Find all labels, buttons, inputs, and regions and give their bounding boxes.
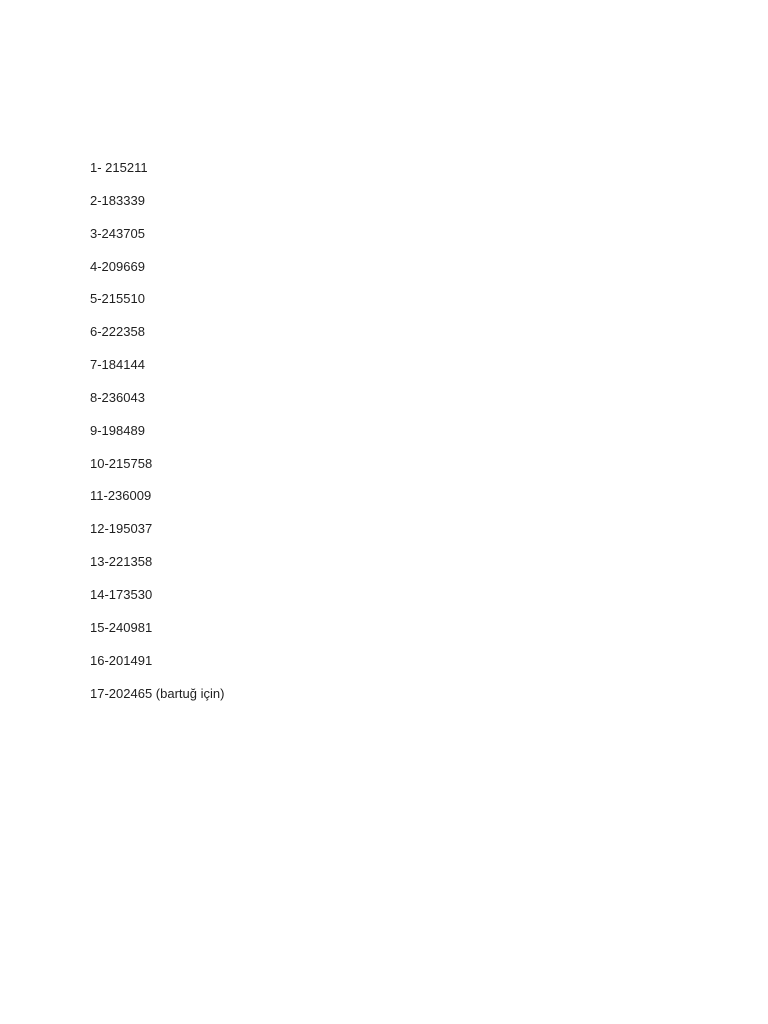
list-item: 12-195037: [90, 521, 153, 537]
list-item: 1- 215211: [90, 160, 148, 175]
list-item: 10-215758: [90, 455, 153, 471]
list-item: 6-222358: [90, 324, 145, 340]
list-item: 11-236009: [90, 488, 152, 504]
list-item: 3-243705: [90, 225, 145, 241]
list-item: 15-240981: [90, 619, 153, 635]
list-item: 14-173530: [90, 586, 153, 602]
list-item: 8-236043: [90, 389, 145, 405]
list-item: 7-184144: [90, 357, 145, 373]
list-item: 17-202465 (bartuğ için): [90, 685, 225, 701]
list-item: 13-221358: [90, 554, 153, 570]
list-item: 2-183339: [90, 192, 145, 208]
list-item: 16-201491: [90, 652, 153, 668]
list-item: 9-198489: [90, 422, 145, 438]
number-list: [90, 159, 224, 717]
list-item: 4-209669: [90, 258, 145, 274]
list-item: 5-215510: [90, 291, 145, 307]
